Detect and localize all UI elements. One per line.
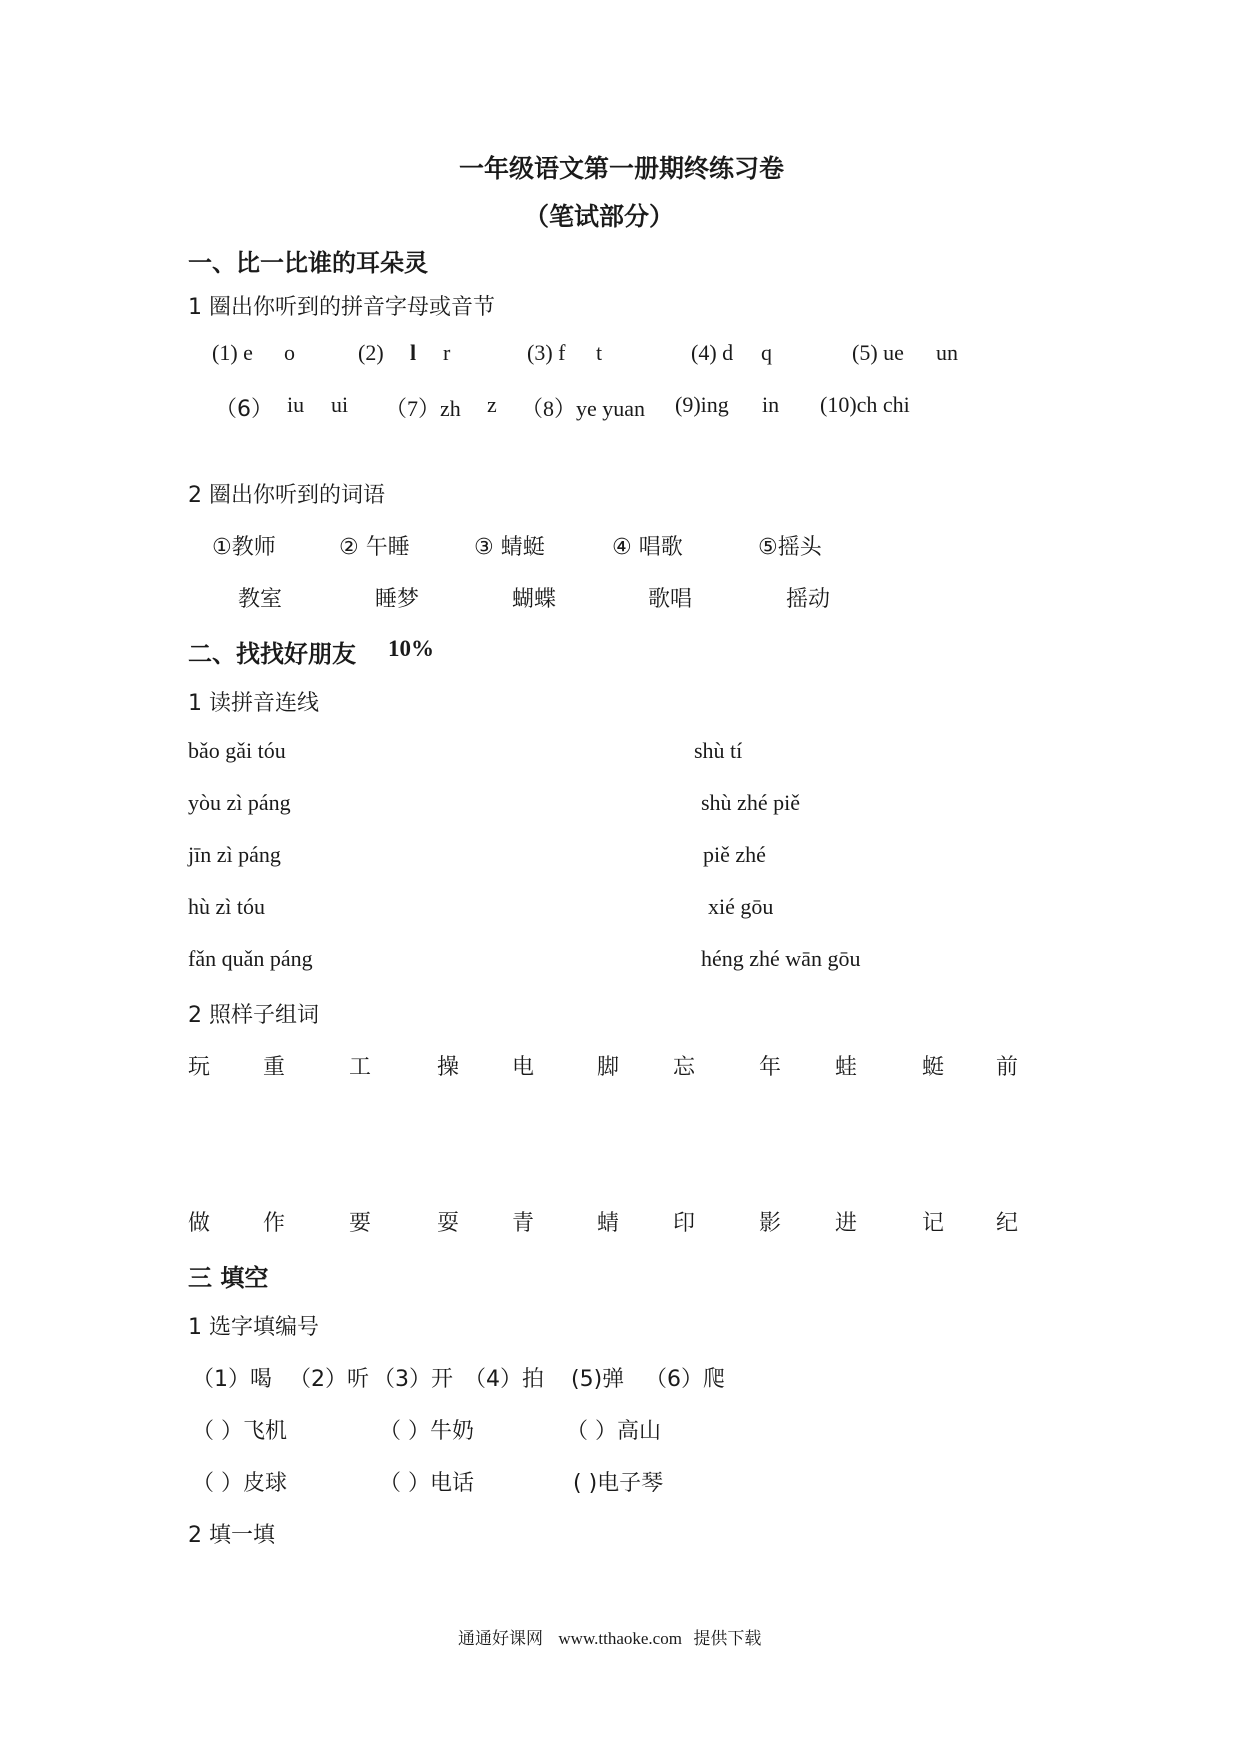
fill-blank-item: （ ）皮球 xyxy=(192,1471,287,1496)
section-1-heading: 一、比一比谁的耳朵灵 xyxy=(188,249,428,277)
word-option: ③ 蜻蜓 xyxy=(474,535,545,560)
verb-option: （6）爬 xyxy=(645,1367,725,1392)
fill-blank-item: ( )电子琴 xyxy=(573,1471,664,1496)
pinyin-left-item: yòu zì páng xyxy=(188,790,291,815)
pinyin-option: z xyxy=(487,392,497,417)
pinyin-left-item: fǎn quǎn páng xyxy=(188,946,313,971)
character-item: 重 xyxy=(263,1055,286,1080)
pinyin-option: t xyxy=(596,340,603,365)
pinyin-option: l xyxy=(410,340,417,365)
character-item: 蜓 xyxy=(922,1055,945,1080)
word-option: ④ 唱歌 xyxy=(612,535,683,560)
word-option: 歌唱 xyxy=(648,587,693,612)
verb-option: （4）拍 xyxy=(464,1367,544,1392)
fill-blank-item: （ ）电话 xyxy=(379,1471,474,1496)
character-item: 做 xyxy=(188,1211,211,1236)
footer-site-name: 通通好课网 xyxy=(458,1629,543,1649)
pinyin-option: (5) ue xyxy=(852,340,904,365)
pinyin-left-item: jīn zì páng xyxy=(188,842,281,867)
character-item: 脚 xyxy=(597,1055,620,1080)
section-3-heading: 三 填空 xyxy=(188,1264,269,1292)
character-item: 工 xyxy=(349,1055,372,1080)
fill-blank-item: （ ）牛奶 xyxy=(379,1419,474,1444)
character-item: 蜻 xyxy=(597,1211,620,1236)
page-title: 一年级语文第一册期终练习卷 xyxy=(459,154,785,183)
character-item: 蛙 xyxy=(835,1055,858,1080)
word-option: 蝴蝶 xyxy=(512,587,557,612)
pinyin-left-item: hù zì tóu xyxy=(188,894,265,919)
pinyin-left-item: bǎo gǎi tóu xyxy=(188,738,286,763)
pinyin-option: (3) f xyxy=(527,340,566,365)
verb-option: （1）喝 xyxy=(192,1367,272,1392)
pinyin-right-item: piě zhé xyxy=(703,842,766,867)
character-item: 年 xyxy=(759,1055,782,1080)
character-item: 记 xyxy=(922,1211,945,1236)
fill-blank-item: （ ）高山 xyxy=(566,1419,661,1444)
character-item: 前 xyxy=(996,1055,1019,1080)
section-3-q2-label: 2 填一填 xyxy=(188,1523,275,1548)
section-1-q2-label: 2 圈出你听到的词语 xyxy=(188,483,385,508)
pinyin-option: （6） xyxy=(215,397,273,422)
pinyin-right-item: héng zhé wān gōu xyxy=(701,946,861,971)
character-item: 进 xyxy=(835,1211,858,1236)
verb-option: （2）听 xyxy=(289,1367,369,1392)
verb-option: (5)弹 xyxy=(571,1367,625,1392)
character-item: 青 xyxy=(512,1211,535,1236)
word-option: ⑤摇头 xyxy=(758,535,822,560)
pinyin-option: (1) e xyxy=(212,340,253,365)
character-item: 印 xyxy=(673,1211,696,1236)
pinyin-option: (4) d xyxy=(691,340,734,365)
character-item: 要 xyxy=(349,1211,372,1236)
pinyin-option: iu xyxy=(287,392,305,417)
section-2-q2-label: 2 照样子组词 xyxy=(188,1003,319,1028)
section-2-q1-label: 1 读拼音连线 xyxy=(188,691,319,716)
verb-option: （3）开 xyxy=(373,1367,453,1392)
character-item: 电 xyxy=(512,1055,535,1080)
section-2-heading: 二、找找好朋友 xyxy=(188,640,356,668)
footer-suffix: 提供下载 xyxy=(693,1629,762,1649)
footer-url[interactable]: www.tthaoke.com xyxy=(558,1629,682,1648)
pinyin-right-item: shù zhé piě xyxy=(701,790,800,815)
word-option: ② 午睡 xyxy=(339,535,410,560)
character-item: 操 xyxy=(437,1055,460,1080)
footer xyxy=(458,1624,761,1649)
character-item: 忘 xyxy=(673,1055,696,1080)
pinyin-option: un xyxy=(936,340,958,365)
character-item: 影 xyxy=(759,1211,782,1236)
pinyin-option: (10)ch chi xyxy=(820,392,910,417)
pinyin-option: ui xyxy=(331,392,349,417)
pinyin-option: （8）ye yuan xyxy=(521,396,646,421)
pinyin-right-item: shù tí xyxy=(694,738,743,763)
word-option: ①教师 xyxy=(212,535,276,560)
pinyin-option: o xyxy=(284,340,295,365)
pinyin-option: (9)ing xyxy=(675,392,729,417)
character-item: 作 xyxy=(263,1211,286,1236)
word-option: 教室 xyxy=(238,587,283,612)
pinyin-option: （7）zh xyxy=(385,396,461,421)
pinyin-option: (2) xyxy=(358,340,384,365)
fill-blank-item: （ ）飞机 xyxy=(192,1419,287,1444)
character-item: 纪 xyxy=(996,1211,1019,1236)
word-option: 摇动 xyxy=(786,587,831,612)
pinyin-right-item: xié gōu xyxy=(708,894,774,919)
pinyin-option: in xyxy=(762,392,780,417)
pinyin-option: r xyxy=(443,340,451,365)
character-item: 玩 xyxy=(188,1055,211,1080)
word-option: 睡梦 xyxy=(375,587,420,612)
section-1-q1-label: 1 圈出你听到的拼音字母或音节 xyxy=(188,295,495,320)
section-2-percent: 10% xyxy=(388,636,434,661)
pinyin-option: q xyxy=(761,340,772,365)
section-3-q1-label: 1 选字填编号 xyxy=(188,1315,319,1340)
page-subtitle: （笔试部分） xyxy=(524,202,675,231)
character-item: 耍 xyxy=(437,1211,460,1236)
